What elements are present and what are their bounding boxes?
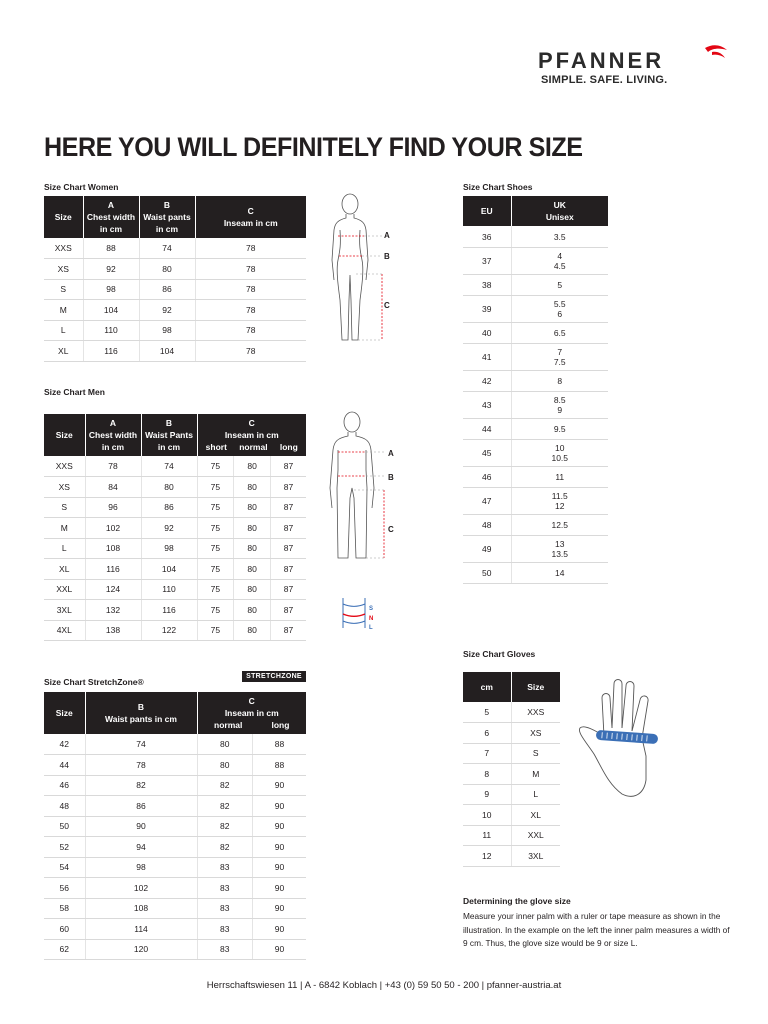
table-cell: 44 [44, 755, 85, 776]
col-a: A Chest width in cm [83, 196, 139, 238]
table-cell: 3XL [44, 600, 85, 621]
table-row [463, 392, 608, 419]
table-cell: 116 [141, 600, 197, 621]
table-cell: 88 [83, 238, 139, 259]
table-cell: 56 [44, 878, 85, 899]
table-cell: 38 [463, 274, 511, 296]
table-cell: 94 [85, 837, 197, 858]
table-cell: 40 [463, 322, 511, 344]
table-cell: 49 [463, 536, 511, 563]
col-b: B Waist pants in cm [139, 196, 195, 238]
table-cell: 87 [270, 477, 306, 498]
table-row [463, 536, 608, 563]
table-cell: 75 [197, 600, 234, 621]
table-cell: XL [44, 559, 85, 580]
table-cell: 86 [85, 796, 197, 817]
table-row [463, 702, 560, 723]
table-cell: 41 [463, 344, 511, 371]
table-cell: 90 [252, 796, 306, 817]
col-size: Size [511, 672, 560, 702]
table-cell: M [44, 300, 83, 321]
table-cell: 8.5 9 [511, 392, 608, 419]
table-cell: 7 [463, 743, 511, 764]
footer-contact: Herrschaftswiesen 11 | A - 6842 Koblach | +43 (0) 59 50 50 - 200 | pfanner-austria.at [206, 980, 562, 991]
table-cell: 96 [85, 497, 141, 518]
table-row [44, 620, 306, 641]
table-row [44, 837, 306, 858]
table-cell: 75 [197, 477, 234, 498]
table-cell: 90 [252, 857, 306, 878]
table-row [463, 562, 608, 584]
table-cell: 82 [197, 837, 252, 858]
table-cell: 43 [463, 392, 511, 419]
table-row [463, 743, 560, 764]
table-cell: S [44, 279, 83, 300]
table-cell: 87 [270, 600, 306, 621]
table-cell: 92 [139, 300, 195, 321]
table-cell: 78 [195, 341, 306, 362]
col-a: A Chest width in cm [85, 414, 141, 456]
men-label-b: B [388, 473, 394, 482]
brand-tagline: SIMPLE. SAFE. LIVING. [541, 74, 668, 86]
table-cell: 110 [141, 579, 197, 600]
women-label-c: C [384, 301, 390, 310]
women-label-a: A [384, 231, 390, 240]
swoosh-icon [704, 42, 728, 64]
table-cell: 6.5 [511, 322, 608, 344]
table-row [44, 341, 306, 362]
table-cell: 92 [141, 518, 197, 539]
table-cell: 80 [234, 600, 271, 621]
table-row [463, 440, 608, 467]
table-cell: 3.5 [511, 226, 608, 248]
col-size: Size [44, 692, 85, 734]
table-row [44, 816, 306, 837]
table-cell: 47 [463, 488, 511, 515]
women-chart-title: Size Chart Women [44, 182, 119, 192]
table-cell: 75 [197, 518, 234, 539]
table-cell: L [44, 320, 83, 341]
hand-measure-illustration [574, 676, 674, 801]
col-b: B Waist Pants in cm [141, 414, 197, 456]
table-row [44, 857, 306, 878]
table-cell: 75 [197, 456, 234, 477]
table-cell: 78 [85, 755, 197, 776]
table-cell: XL [44, 341, 83, 362]
shoes-chart-title: Size Chart Shoes [463, 182, 533, 192]
table-cell: 78 [195, 238, 306, 259]
table-cell: 83 [197, 939, 252, 960]
table-row [463, 514, 608, 536]
men-label-a: A [388, 449, 394, 458]
table-cell: S [511, 743, 560, 764]
table-cell: 80 [234, 456, 271, 477]
table-row [44, 559, 306, 580]
table-cell: 83 [197, 919, 252, 940]
table-cell: 78 [85, 456, 141, 477]
col-uk: UK Unisex [511, 196, 608, 226]
table-cell: 75 [197, 497, 234, 518]
col-c: C Inseam in cm short normal long [197, 414, 306, 456]
table-cell: 6 [463, 723, 511, 744]
table-cell: 12.5 [511, 514, 608, 536]
gloves-chart-title: Size Chart Gloves [463, 649, 536, 659]
table-cell: 78 [195, 300, 306, 321]
table-cell: 104 [83, 300, 139, 321]
table-cell: 87 [270, 518, 306, 539]
table-row [44, 734, 306, 755]
table-cell: 82 [197, 796, 252, 817]
table-cell: 4XL [44, 620, 85, 641]
table-cell: 102 [85, 518, 141, 539]
brand-logo [538, 40, 728, 90]
table-cell: XXL [44, 579, 85, 600]
table-cell: 90 [252, 898, 306, 919]
table-cell: 75 [197, 559, 234, 580]
table-cell: 116 [83, 341, 139, 362]
table-cell: 75 [197, 579, 234, 600]
glove-size-heading: Determining the glove size [463, 896, 571, 906]
women-body-figure [326, 190, 396, 350]
table-cell: XS [44, 259, 83, 280]
table-row [463, 764, 560, 785]
table-cell: 5 [463, 702, 511, 723]
table-row [44, 755, 306, 776]
table-cell: 90 [252, 816, 306, 837]
table-cell: 80 [197, 755, 252, 776]
table-row [463, 296, 608, 323]
table-cell: 7 7.5 [511, 344, 608, 371]
table-cell: 87 [270, 559, 306, 580]
col-size: Size [44, 196, 83, 238]
men-label-c: C [388, 525, 394, 534]
table-row [463, 488, 608, 515]
table-row [44, 456, 306, 477]
table-cell: 114 [85, 919, 197, 940]
table-cell: 98 [83, 279, 139, 300]
table-row [463, 274, 608, 296]
table-cell: 9 [463, 784, 511, 805]
table-cell: 4 4.5 [511, 248, 608, 275]
stretchzone-size-table [44, 692, 306, 960]
col-c: C Inseam in cm normal long [197, 692, 306, 734]
table-row [463, 723, 560, 744]
table-row [44, 279, 306, 300]
table-cell: 50 [463, 562, 511, 584]
table-row [44, 775, 306, 796]
gloves-size-table [463, 672, 560, 867]
women-label-b: B [384, 252, 390, 261]
table-cell: 92 [83, 259, 139, 280]
table-cell: 54 [44, 857, 85, 878]
table-cell: 11.5 12 [511, 488, 608, 515]
table-cell: XXS [44, 456, 85, 477]
leg-label-n: N [369, 616, 374, 622]
table-cell: 39 [463, 296, 511, 323]
table-cell: 104 [139, 341, 195, 362]
table-cell: 116 [85, 559, 141, 580]
table-cell: 78 [195, 259, 306, 280]
table-cell: 84 [85, 477, 141, 498]
men-size-table [44, 414, 306, 641]
men-body-figure [326, 408, 396, 568]
table-cell: 98 [141, 538, 197, 559]
table-cell: 44 [463, 418, 511, 440]
table-cell: 8 [511, 370, 608, 392]
table-row [44, 300, 306, 321]
brand-name: PFANNER [538, 48, 665, 73]
table-cell: 48 [44, 796, 85, 817]
table-cell: 86 [141, 497, 197, 518]
table-cell: L [511, 784, 560, 805]
table-cell: 80 [234, 579, 271, 600]
table-cell: 78 [195, 279, 306, 300]
table-cell: 46 [463, 466, 511, 488]
table-cell: 80 [141, 477, 197, 498]
table-cell: 108 [85, 538, 141, 559]
table-cell: 80 [234, 538, 271, 559]
table-row [44, 497, 306, 518]
table-cell: 3XL [511, 846, 560, 867]
table-row [44, 579, 306, 600]
table-cell: 80 [234, 620, 271, 641]
table-cell: 5.5 6 [511, 296, 608, 323]
table-cell: 90 [252, 878, 306, 899]
table-cell: 80 [197, 734, 252, 755]
table-cell: 74 [85, 734, 197, 755]
table-row [463, 322, 608, 344]
table-row [463, 466, 608, 488]
table-cell: 87 [270, 538, 306, 559]
leg-length-icon [338, 596, 370, 634]
table-cell: 80 [234, 477, 271, 498]
table-cell: 75 [197, 538, 234, 559]
table-cell: XXS [44, 238, 83, 259]
leg-label-s: S [369, 606, 374, 612]
table-cell: 42 [463, 370, 511, 392]
table-cell: 87 [270, 620, 306, 641]
table-cell: 80 [139, 259, 195, 280]
leg-label-l: L [369, 625, 373, 631]
col-size: Size [44, 414, 85, 456]
table-cell: 82 [197, 775, 252, 796]
table-cell: 11 [511, 466, 608, 488]
table-cell: 78 [195, 320, 306, 341]
table-row [44, 320, 306, 341]
table-cell: 10 10.5 [511, 440, 608, 467]
table-row [44, 600, 306, 621]
table-cell: 80 [234, 518, 271, 539]
table-row [463, 846, 560, 867]
table-row [44, 919, 306, 940]
table-cell: 36 [463, 226, 511, 248]
table-row [463, 344, 608, 371]
table-cell: S [44, 497, 85, 518]
table-cell: M [511, 764, 560, 785]
table-cell: 102 [85, 878, 197, 899]
table-row [44, 238, 306, 259]
table-cell: 90 [252, 919, 306, 940]
table-cell: 88 [252, 755, 306, 776]
shoes-size-table [463, 196, 608, 584]
table-cell: XS [44, 477, 85, 498]
glove-size-instructions: Measure your inner palm with a ruler or tape measure as shown in the illustration. In the example on the left the inner palm measures a width of 9 cm. Thus, the glove size would be 9 or size L. [463, 911, 730, 948]
table-cell: 10 [463, 805, 511, 826]
table-cell: 83 [197, 857, 252, 878]
col-c: C Inseam in cm [195, 196, 306, 238]
stretchzone-chart-title: Size Chart StretchZone® [44, 677, 144, 687]
table-cell: L [44, 538, 85, 559]
table-cell: 48 [463, 514, 511, 536]
table-cell: 87 [270, 456, 306, 477]
table-cell: 82 [85, 775, 197, 796]
table-cell: 83 [197, 878, 252, 899]
table-row [44, 518, 306, 539]
table-row [44, 259, 306, 280]
col-b: B Waist pants in cm [85, 692, 197, 734]
table-cell: 88 [252, 734, 306, 755]
table-cell: 90 [252, 775, 306, 796]
table-row [463, 825, 560, 846]
table-cell: 45 [463, 440, 511, 467]
table-cell: 42 [44, 734, 85, 755]
table-cell: M [44, 518, 85, 539]
table-cell: 5 [511, 274, 608, 296]
table-cell: 80 [234, 559, 271, 580]
stretchzone-badge: STRETCHZONE [242, 671, 306, 682]
table-row [463, 226, 608, 248]
table-cell: 132 [85, 600, 141, 621]
table-cell: XXL [511, 825, 560, 846]
table-cell: 62 [44, 939, 85, 960]
table-cell: XL [511, 805, 560, 826]
table-cell: 74 [139, 238, 195, 259]
table-cell: 13 13.5 [511, 536, 608, 563]
table-cell: 8 [463, 764, 511, 785]
table-cell: 110 [83, 320, 139, 341]
table-cell: 46 [44, 775, 85, 796]
table-row [44, 538, 306, 559]
table-row [463, 418, 608, 440]
table-cell: 86 [139, 279, 195, 300]
table-cell: 52 [44, 837, 85, 858]
table-cell: 82 [197, 816, 252, 837]
table-cell: 37 [463, 248, 511, 275]
table-row [463, 805, 560, 826]
table-cell: 75 [197, 620, 234, 641]
table-cell: 120 [85, 939, 197, 960]
table-cell: 98 [85, 857, 197, 878]
table-cell: 87 [270, 579, 306, 600]
table-cell: 14 [511, 562, 608, 584]
men-chart-title: Size Chart Men [44, 387, 105, 397]
table-cell: 138 [85, 620, 141, 641]
table-cell: 12 [463, 846, 511, 867]
table-cell: 87 [270, 497, 306, 518]
table-row [463, 370, 608, 392]
table-cell: 60 [44, 919, 85, 940]
table-cell: XS [511, 723, 560, 744]
table-cell: 108 [85, 898, 197, 919]
table-cell: 122 [141, 620, 197, 641]
table-row [44, 477, 306, 498]
table-cell: 80 [234, 497, 271, 518]
table-row [44, 898, 306, 919]
table-cell: 90 [252, 939, 306, 960]
col-cm: cm [463, 672, 511, 702]
table-row [463, 784, 560, 805]
table-cell: 11 [463, 825, 511, 846]
col-eu: EU [463, 196, 511, 226]
table-cell: 83 [197, 898, 252, 919]
table-cell: 104 [141, 559, 197, 580]
table-row [44, 939, 306, 960]
table-row [44, 796, 306, 817]
table-row [44, 878, 306, 899]
table-cell: 58 [44, 898, 85, 919]
table-cell: 9.5 [511, 418, 608, 440]
table-cell: XXS [511, 702, 560, 723]
table-cell: 90 [85, 816, 197, 837]
table-cell: 74 [141, 456, 197, 477]
table-cell: 90 [252, 837, 306, 858]
table-cell: 124 [85, 579, 141, 600]
page-title: HERE YOU WILL DEFINITELY FIND YOUR SIZE [44, 132, 583, 162]
table-cell: 98 [139, 320, 195, 341]
women-size-table [44, 196, 306, 362]
table-cell: 50 [44, 816, 85, 837]
table-row [463, 248, 608, 275]
